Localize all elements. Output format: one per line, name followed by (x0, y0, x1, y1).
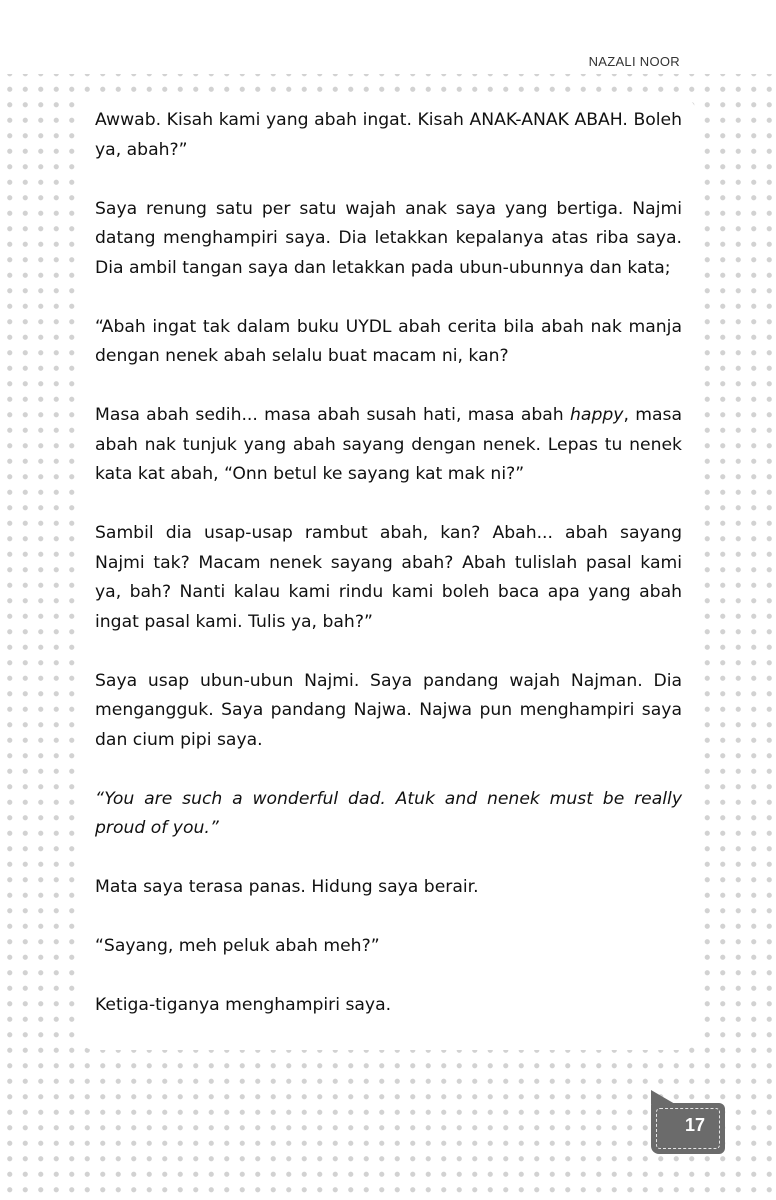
paragraph-7: “You are such a wonderful dad. Atuk and nenek must be really proud of you.” (95, 788, 682, 838)
paragraph-8: Mata saya terasa panas. Hidung saya berair. (95, 877, 479, 897)
page-number-tab (651, 1103, 725, 1154)
page-tab-fold (651, 1090, 675, 1104)
paragraph-4-end: , masa abah nak tunjuk yang abah sayang dengan nenek. Lepas tu nenek kata kat abah, “Onn betul ke sayang kat mak ni?” (95, 405, 682, 484)
paragraph-5: Sambil dia usap-usap rambut abah, kan? Abah... abah sayang Najmi tak? Macam nenek sayang abah? Abah tulislah pasal kami ya, bah? Nanti kalau kami rindu kami boleh baca apa yang abah ingat pasal kami. Tulis ya, bah?” (95, 523, 682, 632)
paragraph-10: Ketiga-tiganya menghampiri saya. (95, 995, 392, 1015)
paragraph-3: “Abah ingat tak dalam buku UYDL abah cerita bila abah nak manja dengan nenek abah selalu buat macam ni, kan? (95, 316, 682, 366)
paragraph-9: “Sayang, meh peluk abah meh?” (95, 936, 380, 956)
paragraph-2: Saya renung satu per satu wajah anak saya yang bertiga. Najmi datang menghampiri saya. Dia letakkan kepalanya atas riba saya. Dia ambil tangan saya dan letakkan pada ubun-ubunnya dan kata; (95, 198, 682, 278)
page-number: 17 (684, 1115, 705, 1135)
body-text (95, 106, 682, 1021)
paragraph-4-start: Masa abah sedih... masa abah susah hati, masa abah (95, 405, 571, 425)
paragraph-6: Saya usap ubun-ubun Najmi. Saya pandang wajah Najman. Dia mengangguk. Saya pandang Najwa. Najwa pun menghampiri saya dan cium pipi saya. (95, 670, 682, 750)
paragraph-4 (95, 401, 682, 490)
running-head-author: NAZALI NOOR (588, 54, 680, 69)
paragraph-4-emphasis: happy (570, 405, 624, 425)
paragraph-1: Awwab. Kisah kami yang abah ingat. Kisah ANAK-ANAK ABAH. Boleh ya, abah?” (95, 110, 682, 160)
